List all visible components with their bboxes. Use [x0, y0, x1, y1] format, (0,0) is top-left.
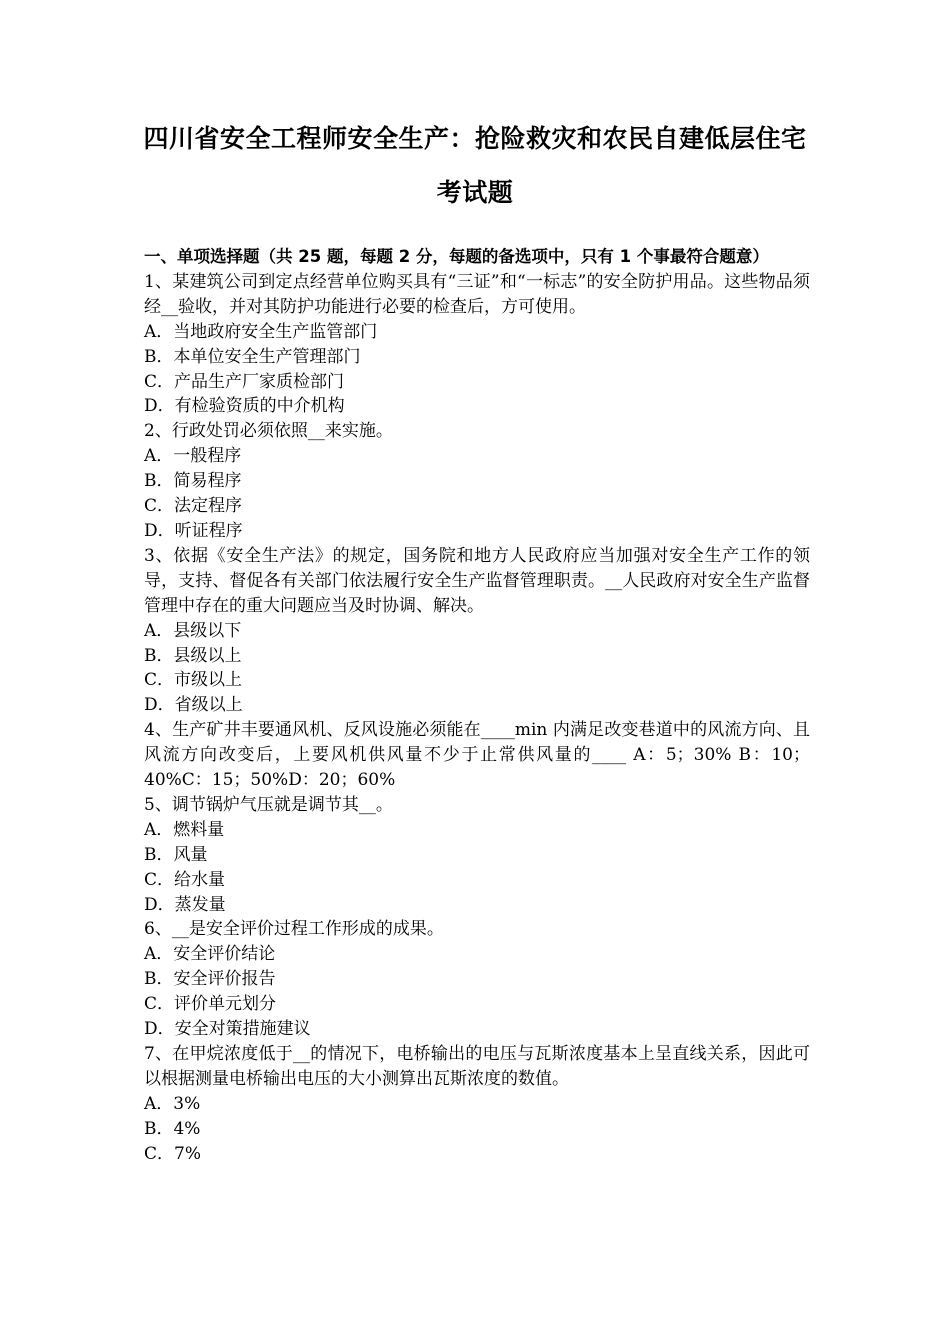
answer-option: A．县级以下 [144, 620, 242, 641]
document-body [144, 245, 810, 1167]
answer-option: B．风量 [144, 844, 208, 865]
answer-option: A．燃料量 [144, 819, 225, 840]
question-item [144, 270, 810, 419]
answer-option: A．当地政府安全生产监管部门 [144, 321, 378, 342]
answer-option: D．省级以上 [144, 695, 243, 716]
answer-option: A．一般程序 [144, 446, 242, 467]
answer-option: D．听证程序 [144, 520, 243, 541]
title-line-1: 四川省安全工程师安全生产：抢险救灾和农民自建低层住宅 [143, 124, 807, 153]
question-text: 3、依据《安全生产法》的规定，国务院和地方人民政府应当加强对安全生产工作的领导，支持、督促各有关部门依法履行安全生产监督管理职责。__人民政府对安全生产监督管理中存在的重大问题应当及时协调、解决。 [144, 545, 810, 616]
section-heading: 一、单项选择题（共 25 题，每题 2 分，每题的备选项中，只有 1 个事最符合题意） [144, 247, 769, 266]
answer-option: C．评价单元划分 [144, 994, 277, 1015]
answer-option: B．4% [144, 1118, 201, 1139]
answer-option: B．本单位安全生产管理部门 [144, 346, 361, 367]
answer-option: D．有检验资质的中介机构 [144, 396, 345, 417]
answer-option: D．安全对策措施建议 [144, 1019, 311, 1040]
question-text: 5、调节锅炉气压就是调节其__。 [144, 794, 393, 815]
answer-option: C．7% [144, 1143, 201, 1164]
question-text: 6、__是安全评价过程工作形成的成果。 [144, 919, 444, 940]
answer-option: B．安全评价报告 [144, 969, 276, 990]
question-item [144, 793, 810, 918]
question-text: 2、行政处罚必须依照__来实施。 [144, 421, 393, 442]
document-title [120, 112, 830, 220]
question-item [144, 917, 810, 1042]
question-item [144, 544, 810, 718]
answer-option: B．简易程序 [144, 471, 242, 492]
answer-option: A．安全评价结论 [144, 944, 276, 965]
question-text: 7、在甲烷浓度低于__的情况下，电桥输出的电压与瓦斯浓度基本上呈直线关系，因此可以根据测量电桥输出电压的大小测算出瓦斯浓度的数值。 [144, 1044, 810, 1089]
answer-option: A．3% [144, 1093, 201, 1114]
title-line-2: 考试题 [436, 178, 514, 207]
question-item [144, 419, 810, 544]
question-text: 4、生产矿井丰要通风机、反风设施必须能在____min 内满足改变巷道中的风流方向、且风流方向改变后，上要风机供风量不少于止常供风量的____ A：5；30% B：10；40%C：15；50%D：20；60% [144, 720, 810, 791]
question-item [144, 718, 810, 793]
answer-option: C．法定程序 [144, 496, 243, 517]
answer-option: B．县级以上 [144, 645, 242, 666]
answer-option: C．市级以上 [144, 670, 243, 691]
answer-option: D．蒸发量 [144, 894, 226, 915]
question-item [144, 1042, 810, 1167]
answer-option: C．产品生产厂家质检部门 [144, 371, 345, 392]
question-list [144, 270, 810, 1167]
question-text: 1、某建筑公司到定点经营单位购买具有“三证”和“一标志”的安全防护用品。这些物品须经__验收，并对其防护功能进行必要的检查后，方可使用。 [144, 271, 810, 317]
answer-option: C．给水量 [144, 869, 226, 890]
